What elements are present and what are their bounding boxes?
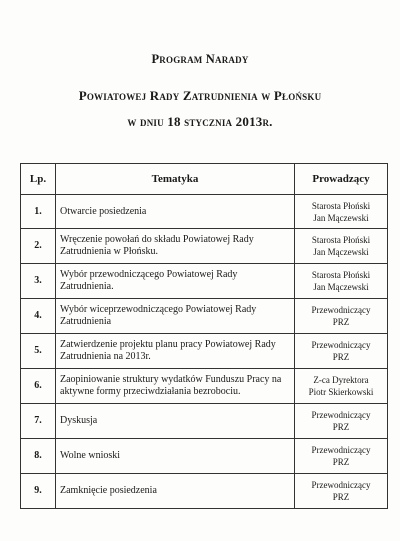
- agenda-row-topic: Dyskusja: [56, 404, 295, 439]
- agenda-row-lead-line1: Starosta Płoński: [311, 200, 371, 211]
- agenda-row-topic: Wolne wnioski: [56, 439, 295, 474]
- agenda-row-lead-line2: Piotr Skierkowski: [308, 387, 374, 397]
- agenda-row-topic: Zaopiniowanie struktury wydatków Funduszu Pracy na aktywne formy przeciwdziałania bezrobociu.: [56, 369, 295, 404]
- agenda-row-topic: Otwarcie posiedzenia: [56, 195, 295, 229]
- agenda-row-lead: [295, 474, 388, 509]
- agenda-row: [21, 369, 388, 404]
- agenda-row-lead: [295, 195, 388, 229]
- agenda-row-lead-line2: PRZ: [332, 422, 350, 432]
- agenda-row-lead-line1: Przewodniczący: [311, 305, 371, 315]
- agenda-row-lead: [295, 229, 388, 264]
- document-title: Program Narady: [151, 52, 249, 66]
- agenda-row: [21, 264, 388, 299]
- agenda-row-lead-line1: Przewodniczący: [311, 410, 371, 420]
- agenda-header-row: [21, 164, 388, 195]
- agenda-row-number: 8.: [21, 439, 56, 474]
- agenda-row-lead-line2: Jan Mączewski: [313, 282, 369, 292]
- column-header-tematyka: Tematyka: [56, 164, 295, 195]
- document-subtitle-council: Powiatowej Rady Zatrudnienia w Płońsku: [78, 88, 322, 103]
- agenda-row-lead-line1: Przewodniczący: [311, 340, 371, 350]
- agenda-row-lead: [295, 334, 388, 369]
- agenda-row-lead-line1: Z-ca Dyrektora: [313, 375, 369, 385]
- agenda-row-lead: [295, 439, 388, 474]
- agenda-row: [21, 299, 388, 334]
- agenda-row-lead-line2: Jan Mączewski: [313, 247, 369, 257]
- agenda-row-lead-line2: PRZ: [332, 352, 350, 362]
- agenda-row-topic: Wręczenie powołań do składu Powiatowej Rady Zatrudnienia w Płońsku.: [56, 229, 295, 264]
- column-header-lp: Lp.: [21, 164, 56, 195]
- agenda-row-lead-line2: PRZ: [332, 492, 350, 502]
- agenda-row-number: 4.: [21, 299, 56, 334]
- agenda-row-topic: Wybór wiceprzewodniczącego Powiatowej Rady Zatrudnienia: [56, 299, 295, 334]
- agenda-row: [21, 334, 388, 369]
- agenda-row-number: 2.: [21, 229, 56, 264]
- agenda-row-lead: [295, 264, 388, 299]
- agenda-row-topic: Zatwierdzenie projektu planu pracy Powiatowej Rady Zatrudnienia na 2013r.: [56, 334, 295, 369]
- agenda-row-number: 1.: [21, 195, 56, 229]
- agenda-row-number: 6.: [21, 369, 56, 404]
- agenda-row-number: 9.: [21, 474, 56, 509]
- agenda-row-lead-line1: Przewodniczący: [311, 480, 371, 490]
- agenda-row-lead-line2: PRZ: [332, 317, 350, 327]
- agenda-row-lead: [295, 299, 388, 334]
- agenda-row-lead: [295, 369, 388, 404]
- agenda-row-topic: Wybór przewodniczącego Powiatowej Rady Zatrudnienia.: [56, 264, 295, 299]
- column-header-prowadzacy: Prowadzący: [295, 164, 388, 195]
- agenda-row-lead: [295, 404, 388, 439]
- agenda-row-lead-line1: Starosta Płoński: [311, 235, 371, 245]
- agenda-row-lead-line2: PRZ: [332, 457, 350, 467]
- agenda-row-topic: Zamknięcie posiedzenia: [56, 474, 295, 509]
- agenda-row-number: 5.: [21, 334, 56, 369]
- agenda-row-lead-line1: Starosta Płoński: [311, 270, 371, 280]
- agenda-row: [21, 404, 388, 439]
- agenda-row: [21, 474, 388, 509]
- document-subtitle-date: w dniu 18 stycznia 2013r.: [127, 114, 273, 129]
- agenda-row: [21, 229, 388, 264]
- agenda-table: [20, 163, 388, 509]
- agenda-row: [21, 439, 388, 474]
- agenda-row-lead-line1: Przewodniczący: [311, 445, 371, 455]
- agenda-row: [21, 195, 388, 229]
- agenda-row-number: 3.: [21, 264, 56, 299]
- agenda-row-number: 7.: [21, 404, 56, 439]
- agenda-row-lead-line2: Jan Mączewski: [313, 212, 369, 223]
